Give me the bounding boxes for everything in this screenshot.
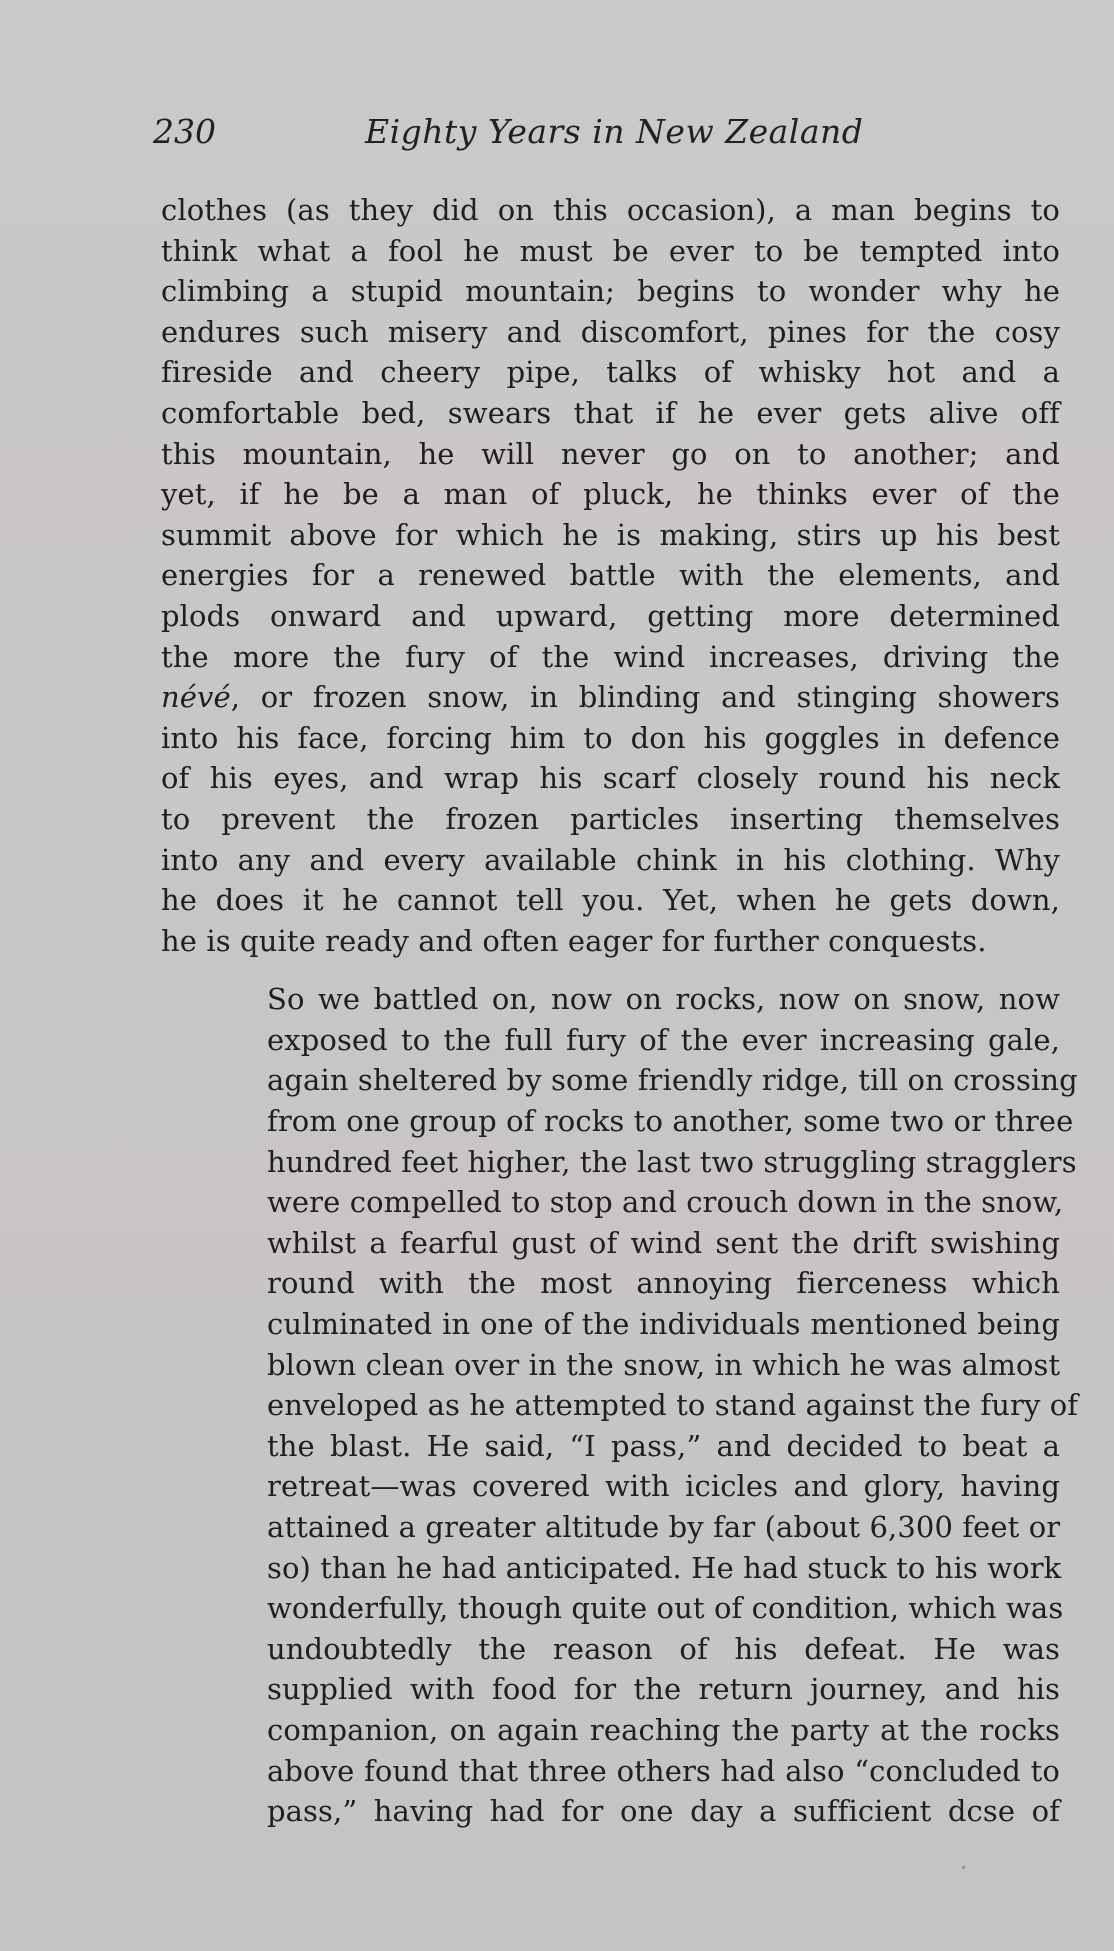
- text-line: yet, if he be a man of pluck, he thinks ever of the: [161, 477, 1060, 512]
- running-title: Eighty Years in New Zealand: [365, 112, 864, 151]
- text-line: round with the most annoying fierceness which: [267, 1266, 1060, 1301]
- text-line: pass,” having had for one day a sufficient dcse of: [267, 1794, 1060, 1829]
- text-line: attained a greater altitude by far (about 6,300 feet or: [267, 1510, 1061, 1544]
- italic-term: névé: [161, 680, 231, 715]
- text-line: so) than he had anticipated. He had stuck to his work: [267, 1550, 1062, 1585]
- text-line: above found that three others had also “concluded to: [267, 1753, 1060, 1788]
- body-text: [161, 190, 1079, 1832]
- text-line: fireside and cheery pipe, talks of whisky hot and a: [161, 355, 1060, 390]
- text-line: were compelled to stop and crouch down in the snow,: [267, 1185, 1064, 1220]
- text-line: culminated in one of the individuals mentioned being: [267, 1307, 1060, 1342]
- text-line: into his face, forcing him to don his goggles in defence: [161, 720, 1060, 755]
- text-line: exposed to the full fury of the ever increasing gale,: [267, 1022, 1060, 1057]
- text-line: clothes (as they did on this occasion), a man begins to: [161, 193, 1060, 227]
- text-line: this mountain, he will never go on to another; and: [161, 436, 1060, 471]
- text-line: hundred feet higher, the last two struggling stragglers: [267, 1144, 1077, 1179]
- text-line: of his eyes, and wrap his scarf closely round his neck: [161, 761, 1060, 796]
- text-line: retreat—was covered with icicles and glory, having: [267, 1469, 1060, 1504]
- page-number: 230: [153, 112, 216, 151]
- text-line: he does it he cannot tell you. Yet, when he gets down,: [161, 883, 1060, 918]
- text-line: from one group of rocks to another, some two or three: [267, 1104, 1074, 1139]
- text-line: energies for a renewed battle with the elements, and: [161, 558, 1060, 593]
- text-line: wonderfully, though quite out of condition, which was: [267, 1591, 1064, 1626]
- text-line: to prevent the frozen particles inserting themselves: [161, 801, 1060, 836]
- text-line: So we battled on, now on rocks, now on snow, now: [267, 982, 1060, 1017]
- text-line: he is quite ready and often eager for further conquests.: [161, 923, 987, 958]
- text-line: the blast. He said, “I pass,” and decided to beat a: [267, 1428, 1060, 1463]
- text-line: comfortable bed, swears that if he ever gets alive off: [161, 395, 1060, 430]
- text-line: enveloped as he attempted to stand against the fury of: [267, 1388, 1079, 1423]
- text-line: supplied with food for the return journey, and his: [267, 1672, 1060, 1707]
- text-line: companion, on again reaching the party at the rocks: [267, 1712, 1060, 1747]
- text-line: climbing a stupid mountain; begins to wonder why he: [161, 274, 1060, 309]
- text-line: whilst a fearful gust of wind sent the drift swishing: [267, 1225, 1060, 1260]
- paper-speck: [962, 1866, 965, 1869]
- text-line-neve: névé, or frozen snow, in blinding and stinging showers: [161, 680, 1060, 715]
- text-line: think what a fool he must be ever to be tempted into: [161, 233, 1060, 268]
- paragraph-2: [161, 979, 1079, 1831]
- text-line: again sheltered by some friendly ridge, till on crossing: [267, 1063, 1078, 1098]
- paragraph-1: [161, 190, 1060, 961]
- text-line: endures such misery and discomfort, pines for the cosy: [161, 314, 1060, 349]
- text-line: blown clean over in the snow, in which he was almost: [267, 1347, 1061, 1382]
- text-line: the more the fury of the wind increases, driving the: [161, 639, 1060, 674]
- text-line: plods onward and upward, getting more determined: [161, 598, 1060, 633]
- text-line: summit above for which he is making, stirs up his best: [161, 517, 1060, 552]
- text-line: into any and every available chink in his clothing. Why: [161, 842, 1060, 877]
- page-header: [153, 112, 953, 162]
- text-line: undoubtedly the reason of his defeat. He was: [267, 1631, 1060, 1666]
